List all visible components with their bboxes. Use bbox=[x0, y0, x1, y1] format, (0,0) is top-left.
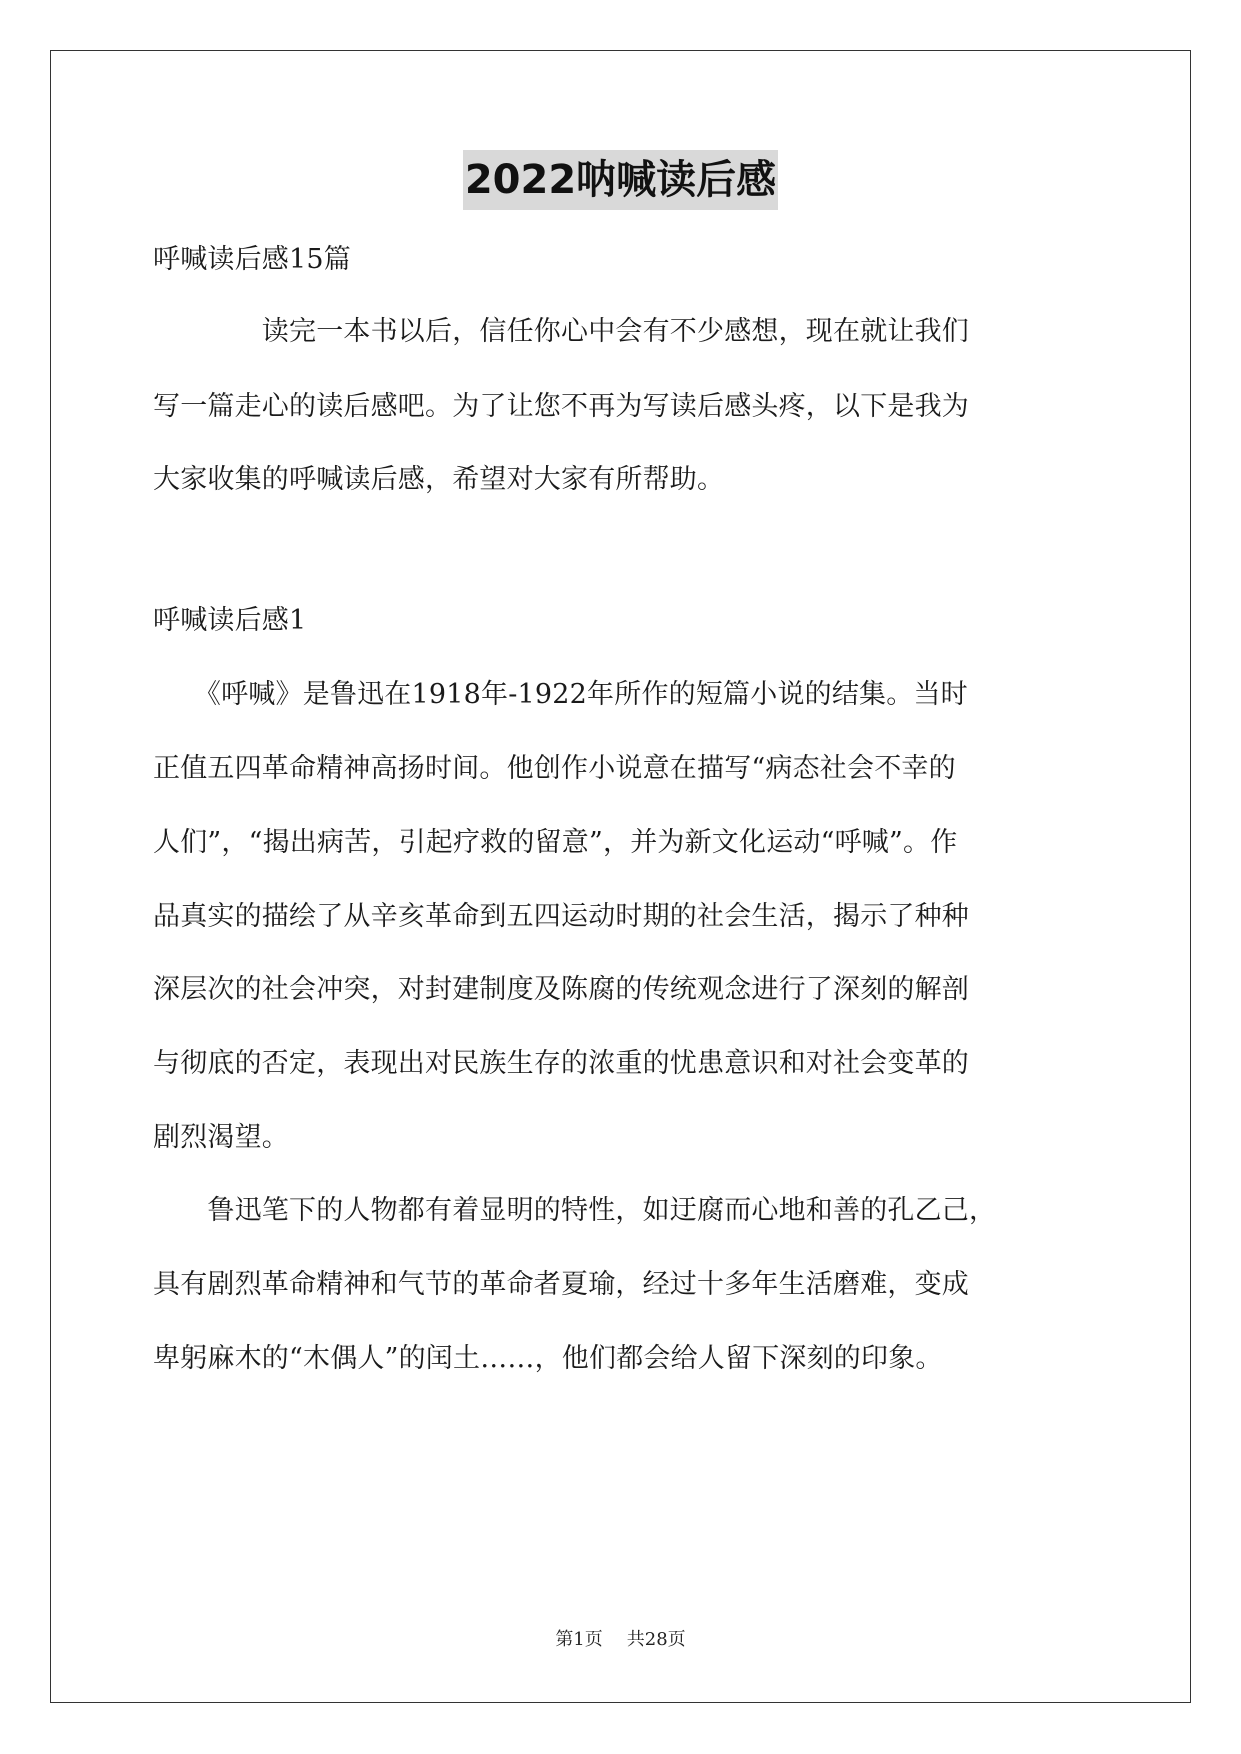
paragraph-line: 深层次的社会冲突，对封建制度及陈腐的传统观念进行了深刻的解剖 bbox=[153, 974, 969, 1005]
paragraph-line: 剧烈渴望。 bbox=[153, 1122, 289, 1153]
paragraph-line: 鲁迅笔下的人物都有着显明的特性，如迂腐而心地和善的孔乙己， bbox=[153, 1195, 997, 1226]
title-container bbox=[0, 150, 1241, 210]
page-total: 共28页 bbox=[626, 1629, 686, 1650]
paragraph-line: 人们”，“揭出病苦，引起疗救的留意”，并为新文化运动“呼喊”。作 bbox=[153, 827, 958, 858]
document-title: 2022呐喊读后感 bbox=[463, 150, 778, 210]
page-border bbox=[50, 50, 1191, 1703]
paragraph-line: 品真实的描绘了从辛亥革命到五四运动时期的社会生活，揭示了种种 bbox=[153, 901, 969, 932]
intro-line: 读完一本书以后，信任你心中会有不少感想，现在就让我们 bbox=[153, 316, 969, 347]
intro-line: 写一篇走心的读后感吧。为了让您不再为写读后感头疼，以下是我为 bbox=[153, 391, 969, 422]
paragraph-line: 卑躬麻木的“木偶人”的闰土……，他们都会给人留下深刻的印象。 bbox=[153, 1343, 943, 1374]
section-heading: 呼喊读后感15篇 bbox=[153, 244, 351, 275]
page-number: 第1页 bbox=[555, 1629, 603, 1650]
section-heading: 呼喊读后感1 bbox=[153, 605, 307, 636]
page-footer bbox=[0, 1628, 1241, 1652]
intro-line: 大家收集的呼喊读后感，希望对大家有所帮助。 bbox=[153, 464, 725, 495]
paragraph-line: 《呼喊》是鲁迅在1918年-1922年所作的短篇小说的结集。当时 bbox=[153, 679, 968, 710]
paragraph-line: 具有剧烈革命精神和气节的革命者夏瑜，经过十多年生活磨难，变成 bbox=[153, 1269, 969, 1300]
paragraph-line: 正值五四革命精神高扬时间。他创作小说意在描写“病态社会不幸的 bbox=[153, 753, 956, 784]
paragraph-line: 与彻底的否定，表现出对民族生存的浓重的忧患意识和对社会变革的 bbox=[153, 1048, 969, 1079]
